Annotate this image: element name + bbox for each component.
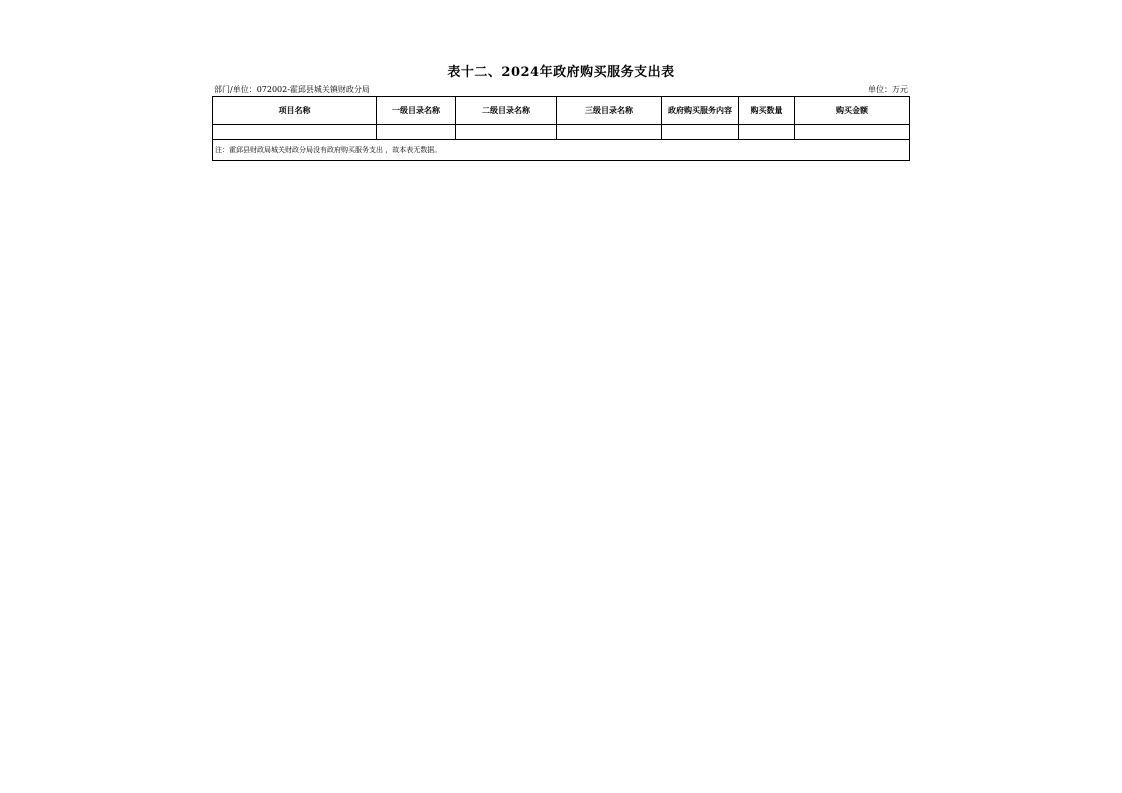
header-level3-catalog: 三级目录名称 — [557, 97, 662, 125]
header-level2-catalog: 二级目录名称 — [456, 97, 557, 125]
table-cell — [739, 125, 795, 140]
department-label: 部门/单位：072002-霍邱县城关镇财政分局 — [214, 85, 370, 94]
table-cell — [456, 125, 557, 140]
header-level1-catalog: 一级目录名称 — [377, 97, 456, 125]
table-row — [213, 125, 910, 140]
table-cell — [662, 125, 739, 140]
header-purchase-quantity: 购买数量 — [739, 97, 795, 125]
header-purchase-amount: 购买金额 — [795, 97, 910, 125]
note-row — [213, 140, 910, 161]
table-note: 注：霍邱县财政局城关财政分局没有政府购买服务支出 ，故本表无数据。 — [213, 140, 910, 161]
table-cell — [213, 125, 377, 140]
header-row — [213, 97, 910, 125]
meta-row — [214, 84, 908, 95]
table-cell — [377, 125, 456, 140]
unit-label: 单位：万元 — [868, 85, 908, 94]
government-purchase-services-table — [212, 96, 910, 161]
header-project-name: 项目名称 — [213, 97, 377, 125]
table-cell — [557, 125, 662, 140]
page-title: 表十二、2024年政府购买服务支出表 — [447, 65, 675, 80]
table-cell — [795, 125, 910, 140]
header-service-content: 政府购买服务内容 — [662, 97, 739, 125]
